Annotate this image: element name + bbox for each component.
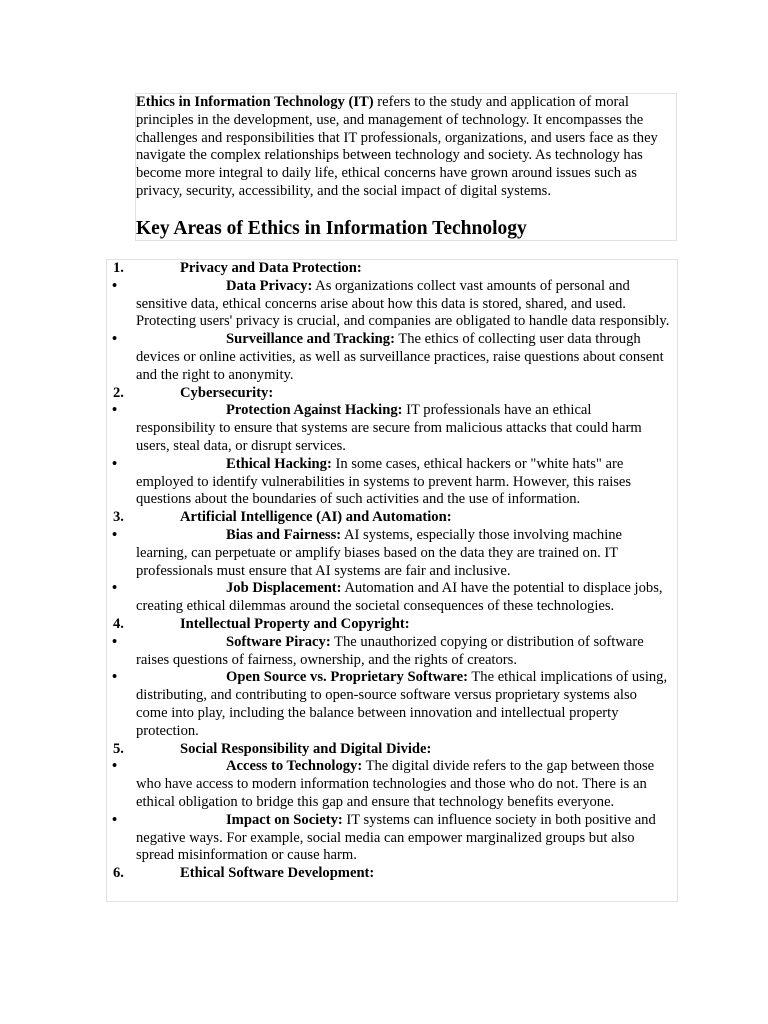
bullet-icon: • xyxy=(112,669,118,686)
list-item-text: IT systems can influence society in both positive and negative ways. For example, social media can empower marginalized groups but also spread misinformation or cause harm. xyxy=(136,811,656,864)
list-item-text: In some cases, ethical hackers or "white hats" are employed to identify vulnerabilities in systems to prevent harm. However, this raises questions about the boundaries of such activities and the use of information. xyxy=(136,455,632,508)
section-4 xyxy=(106,616,678,634)
section-5 xyxy=(106,741,678,759)
bullet-icon: • xyxy=(112,277,118,294)
list-item xyxy=(106,402,678,455)
section-title: Artificial Intelligence (AI) and Automation: xyxy=(180,509,452,526)
intro-bold-lead: Ethics in Information Technology (IT) xyxy=(136,94,374,110)
section-1 xyxy=(106,260,678,278)
list-item-body xyxy=(106,331,678,384)
list-item-title: Protection Against Hacking: xyxy=(226,402,403,419)
list-item-title: Job Displacement: xyxy=(226,580,342,597)
bullet-icon: • xyxy=(112,402,118,419)
section-number: 2. xyxy=(113,384,124,401)
section-title: Cybersecurity: xyxy=(180,384,274,401)
list-item xyxy=(106,758,678,811)
list-item-body xyxy=(106,278,678,331)
key-areas-list xyxy=(106,260,678,883)
list-item-body xyxy=(106,812,678,865)
bullet-icon: • xyxy=(112,758,118,775)
list-item xyxy=(106,634,678,670)
bullet-icon: • xyxy=(112,526,118,543)
list-item xyxy=(106,527,678,580)
list-item-title: Bias and Fairness: xyxy=(226,526,342,543)
section-number: 6. xyxy=(113,865,124,882)
section-title: Ethical Software Development: xyxy=(180,865,375,882)
list-item xyxy=(106,669,678,740)
section-heading: Key Areas of Ethics in Information Technology xyxy=(136,218,527,239)
section-title: Social Responsibility and Digital Divide: xyxy=(180,740,432,757)
section-number: 3. xyxy=(113,509,124,526)
section-title: Privacy and Data Protection: xyxy=(180,260,362,276)
list-item-text: AI systems, especially those involving machine learning, can perpetuate or amplify biases based on the data they are trained on. IT professionals must ensure that AI systems are fair and inclusive. xyxy=(136,526,623,579)
list-item-text: Automation and AI have the potential to displace jobs, creating ethical dilemmas around the societal consequences of these technologies. xyxy=(136,580,663,615)
bullet-icon: • xyxy=(112,633,118,650)
list-item-body xyxy=(106,669,678,740)
list-item-title: Open Source vs. Proprietary Software: xyxy=(226,669,468,686)
section-number: 1. xyxy=(113,260,124,276)
list-item-text: The ethics of collecting user data through devices or online activities, as well as surveillance practices, raise questions about consent and the right to anonymity. xyxy=(136,331,664,383)
list-item xyxy=(106,331,678,384)
section-number: 4. xyxy=(113,615,124,632)
bullet-icon: • xyxy=(112,331,118,348)
list-item-text: As organizations collect vast amounts of personal and sensitive data, ethical concerns arise about how this data is stored, shared, and used. Protecting users' privacy is crucial, and companies are obligated to handle data responsibly. xyxy=(136,277,670,330)
list-item-text: The ethical implications of using, distributing, and contributing to open-source software versus proprietary systems also come into play, including the balance between innovation and intellectual property protection. xyxy=(136,669,668,739)
section-number: 5. xyxy=(113,740,124,757)
list-item xyxy=(106,812,678,865)
list-item-body xyxy=(106,634,678,670)
list-item-text: The digital divide refers to the gap between those who have access to modern information technologies and those who do not. There is an ethical obligation to bridge this gap and ensure that technology benefits everyone. xyxy=(136,758,655,810)
list-item-title: Software Piracy: xyxy=(226,633,331,650)
list-item-title: Impact on Society: xyxy=(226,811,343,828)
list-item-text: The unauthorized copying or distribution of software raises questions of fairness, ownership, and the rights of creators. xyxy=(136,633,644,668)
bullet-icon: • xyxy=(112,580,118,597)
intro-body: refers to the study and application of moral principles in the development, use, and management of technology. It encompasses the challenges and responsibilities that IT professionals, organizations, and users face as they navigate the complex relationships between technology and society. As technology has become more integral to daily life, ethical concerns have grown around issues such as privacy, security, accessibility, and the social impact of digital systems. xyxy=(136,94,658,199)
list-item-body xyxy=(106,580,678,616)
list-item-body xyxy=(106,456,678,509)
list-item-title: Ethical Hacking: xyxy=(226,455,332,472)
intro-paragraph xyxy=(136,94,676,201)
list-item-title: Surveillance and Tracking: xyxy=(226,331,395,348)
bullet-icon: • xyxy=(112,455,118,472)
section-3 xyxy=(106,509,678,527)
list-item xyxy=(106,456,678,509)
list-item-title: Access to Technology: xyxy=(226,758,363,775)
list-item-title: Data Privacy: xyxy=(226,277,313,294)
section-2 xyxy=(106,385,678,403)
section-6 xyxy=(106,865,678,883)
list-item xyxy=(106,278,678,331)
list-item xyxy=(106,580,678,616)
list-item-body xyxy=(106,527,678,580)
list-item-body xyxy=(106,402,678,455)
list-item-text: IT professionals have an ethical responsibility to ensure that systems are secure from malicious attacks that could harm users, steal data, or disrupt services. xyxy=(136,402,642,454)
section-title: Intellectual Property and Copyright: xyxy=(180,615,410,632)
list-item-body xyxy=(106,758,678,811)
bullet-icon: • xyxy=(112,811,118,828)
